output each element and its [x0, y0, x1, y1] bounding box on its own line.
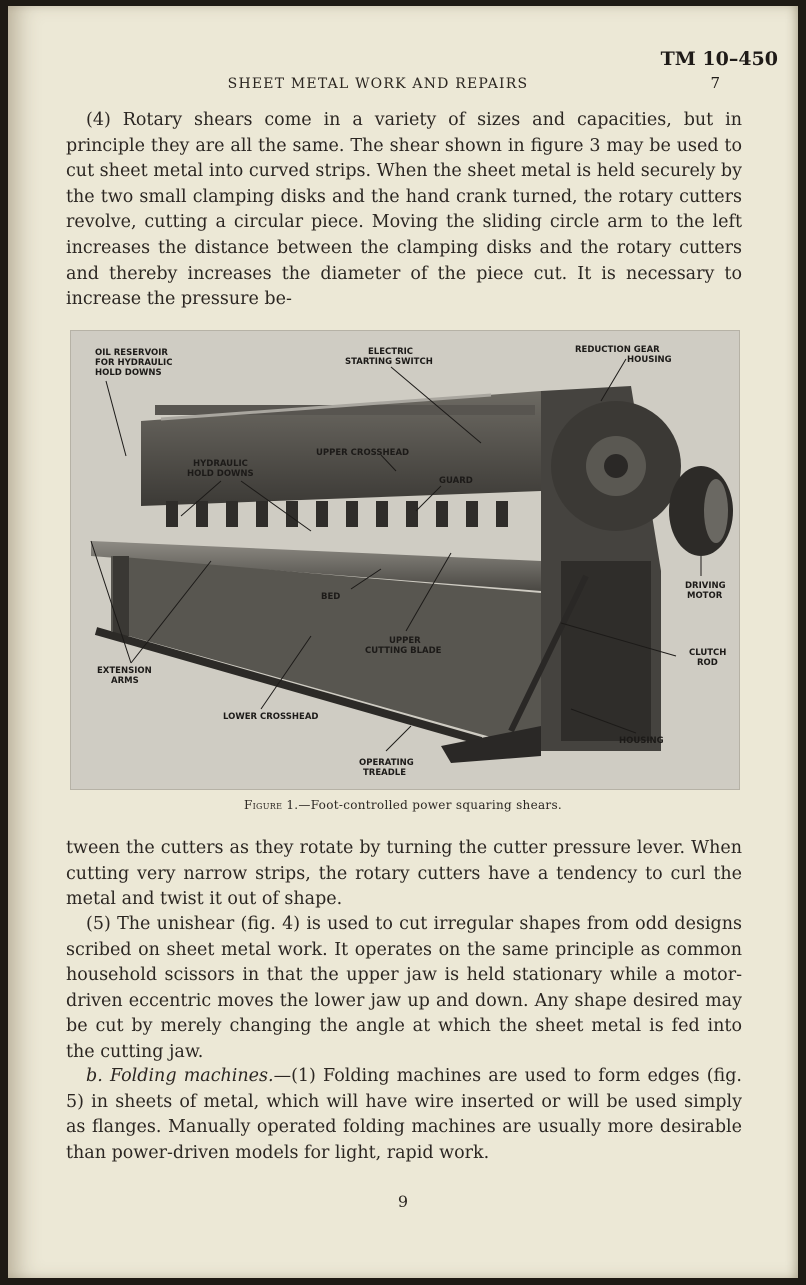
paragraph-rotary-shears: [66, 108, 742, 313]
label-upper-crosshead: UPPER CROSSHEAD: [316, 448, 410, 458]
label-treadle-1: OPERATING: [359, 758, 414, 768]
label-reduction-gear-1: REDUCTION GEAR: [575, 345, 660, 355]
label-clutch-2: ROD: [697, 658, 718, 668]
figure-caption: [0, 798, 806, 812]
label-hydraulic-2: HOLD DOWNS: [187, 469, 254, 479]
label-extension-1: EXTENSION: [97, 666, 152, 676]
label-treadle-2: TREADLE: [363, 768, 407, 778]
page-folio: 9: [397, 1192, 409, 1211]
label-electric-2: STARTING SWITCH: [345, 357, 433, 367]
label-hydraulic-1: HYDRAULIC: [193, 459, 248, 469]
label-bed: BED: [321, 592, 341, 602]
label-clutch-1: CLUTCH: [689, 648, 727, 658]
figure-caption-label: Figure 1.: [243, 798, 299, 812]
shears-illustration: [71, 331, 739, 789]
figure-caption-text: —Foot-controlled power squaring shears.: [298, 798, 563, 812]
label-housing: HOUSING: [619, 736, 664, 746]
label-lower-crosshead: LOWER CROSSHEAD: [223, 712, 319, 722]
label-upper-blade-2: CUTTING BLADE: [365, 646, 442, 656]
paragraph-folding-machines: [66, 1064, 742, 1166]
label-driving-1: DRIVING: [685, 581, 726, 591]
paragraph-text: (4) Rotary shears come in a variety of sizes and capacities, but in principle they are all the same. The shear shown in figure 3 may be used to cut sheet metal into curved strips. When the sheet metal is held securely by the two small clamping disks and the hand crank turned, the rotary cutters revolve, cutting a circular piece. Moving the sliding circle arm to the left increases the distance between the clamping disks and the rotary cutters and thereby increases the diameter of the piece cut. It is necessary to increase the pressure be-: [66, 110, 742, 310]
paragraph-text: tween the cutters as they rotate by turning the cutter pressure lever. When cutting very narrow strips, the rotary cutters have a tendency to curl the metal and twist it out of shape.: [66, 838, 742, 910]
label-oil-reservoir-3: HOLD DOWNS: [95, 368, 162, 378]
label-oil-reservoir-2: FOR HYDRAULIC: [95, 358, 173, 368]
label-reduction-gear-2: HOUSING: [627, 355, 672, 365]
figure-squaring-shears: [70, 330, 740, 790]
paragraph-text: —(1) Folding machines are used to form edges (fig. 5) in sheets of metal, which will have wire inserted or will be used simply as flanges. Manually operated folding machines are usually more desirable than power-driven models for light, rapid work.: [66, 1066, 742, 1163]
paragraph-unishear: [66, 912, 742, 1066]
label-driving-2: MOTOR: [687, 591, 723, 601]
paragraph-text: (5) The unishear (fig. 4) is used to cut irregular shapes from odd designs scribed on sheet metal work. It operates on the same principle as common household scissors in that the upper jaw is held stationary while a motor-driven eccentric moves the lower jaw up and down. Any shape desired may be cut by merely changing the angle at which the sheet metal is fed into the cutting jaw.: [66, 914, 742, 1062]
label-guard: GUARD: [439, 476, 473, 486]
section-page-number: 7: [710, 74, 720, 92]
tm-number: TM 10–450: [660, 48, 778, 70]
label-oil-reservoir-1: OIL RESERVOIR: [95, 348, 168, 358]
subsection-heading: Folding machines.: [109, 1066, 274, 1086]
subsection-letter: b.: [86, 1066, 103, 1086]
running-head: SHEET METAL WORK AND REPAIRS: [227, 76, 529, 92]
paragraph-continuation: [66, 836, 742, 913]
label-electric-1: ELECTRIC: [368, 347, 414, 357]
label-extension-2: ARMS: [111, 676, 139, 686]
label-upper-blade-1: UPPER: [389, 636, 421, 646]
